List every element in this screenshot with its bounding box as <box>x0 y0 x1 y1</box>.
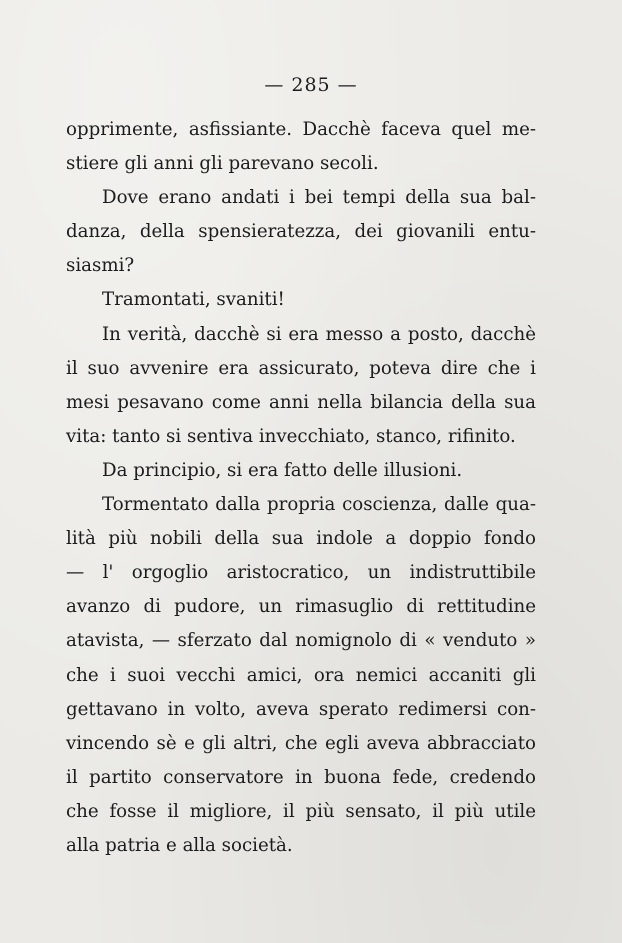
text-line: Da principio, si era fatto delle illusioni. <box>102 459 463 481</box>
text-line: vita: tanto si sentiva invecchiato, stanco, rifinito. <box>66 425 516 447</box>
body-text <box>66 113 536 863</box>
text-line: stiere gli anni gli parevano secoli. <box>66 153 379 175</box>
text-line: il partito conservatore in buona fede, credendo <box>66 766 536 788</box>
text-line: avanzo di pudore, un rimasuglio di rettitudine <box>66 596 536 618</box>
text-line: danza, della spensieratezza, dei giovanili entu- <box>66 221 536 243</box>
text-line: il suo avvenire era assicurato, poteva dire che i <box>66 357 536 379</box>
text-line: Tormentato dalla propria coscienza, dalle qua- <box>102 494 536 516</box>
text-line: mesi pesavano come anni nella bilancia della sua <box>66 391 536 413</box>
text-line: che fosse il migliore, il più sensato, il più utile <box>66 800 536 822</box>
text-line: In verità, dacchè si era messo a posto, dacchè <box>102 323 536 345</box>
text-line: opprimente, asfissiante. Dacchè faceva quel me- <box>66 119 536 140</box>
text-line: siasmi? <box>66 255 135 277</box>
text-line: — l' orgoglio aristocratico, un indistruttibile <box>66 562 536 584</box>
page-number: — 285 — <box>264 74 358 96</box>
text-line: vincendo sè e gli altri, che egli aveva abbracciato <box>66 732 536 754</box>
text-line: lità più nobili della sua indole a doppio fondo <box>66 528 536 550</box>
text-line: gettavano in volto, aveva sperato redimersi con- <box>66 698 536 720</box>
text-line: Dove erano andati i bei tempi della sua bal- <box>102 187 536 209</box>
text-line: che i suoi vecchi amici, ora nemici accaniti gli <box>66 664 536 686</box>
text-line: atavista, — sferzato dal nomignolo di « venduto » <box>66 630 536 652</box>
text-line: Tramontati, svaniti! <box>102 289 285 311</box>
text-line: alla patria e alla società. <box>66 834 293 856</box>
